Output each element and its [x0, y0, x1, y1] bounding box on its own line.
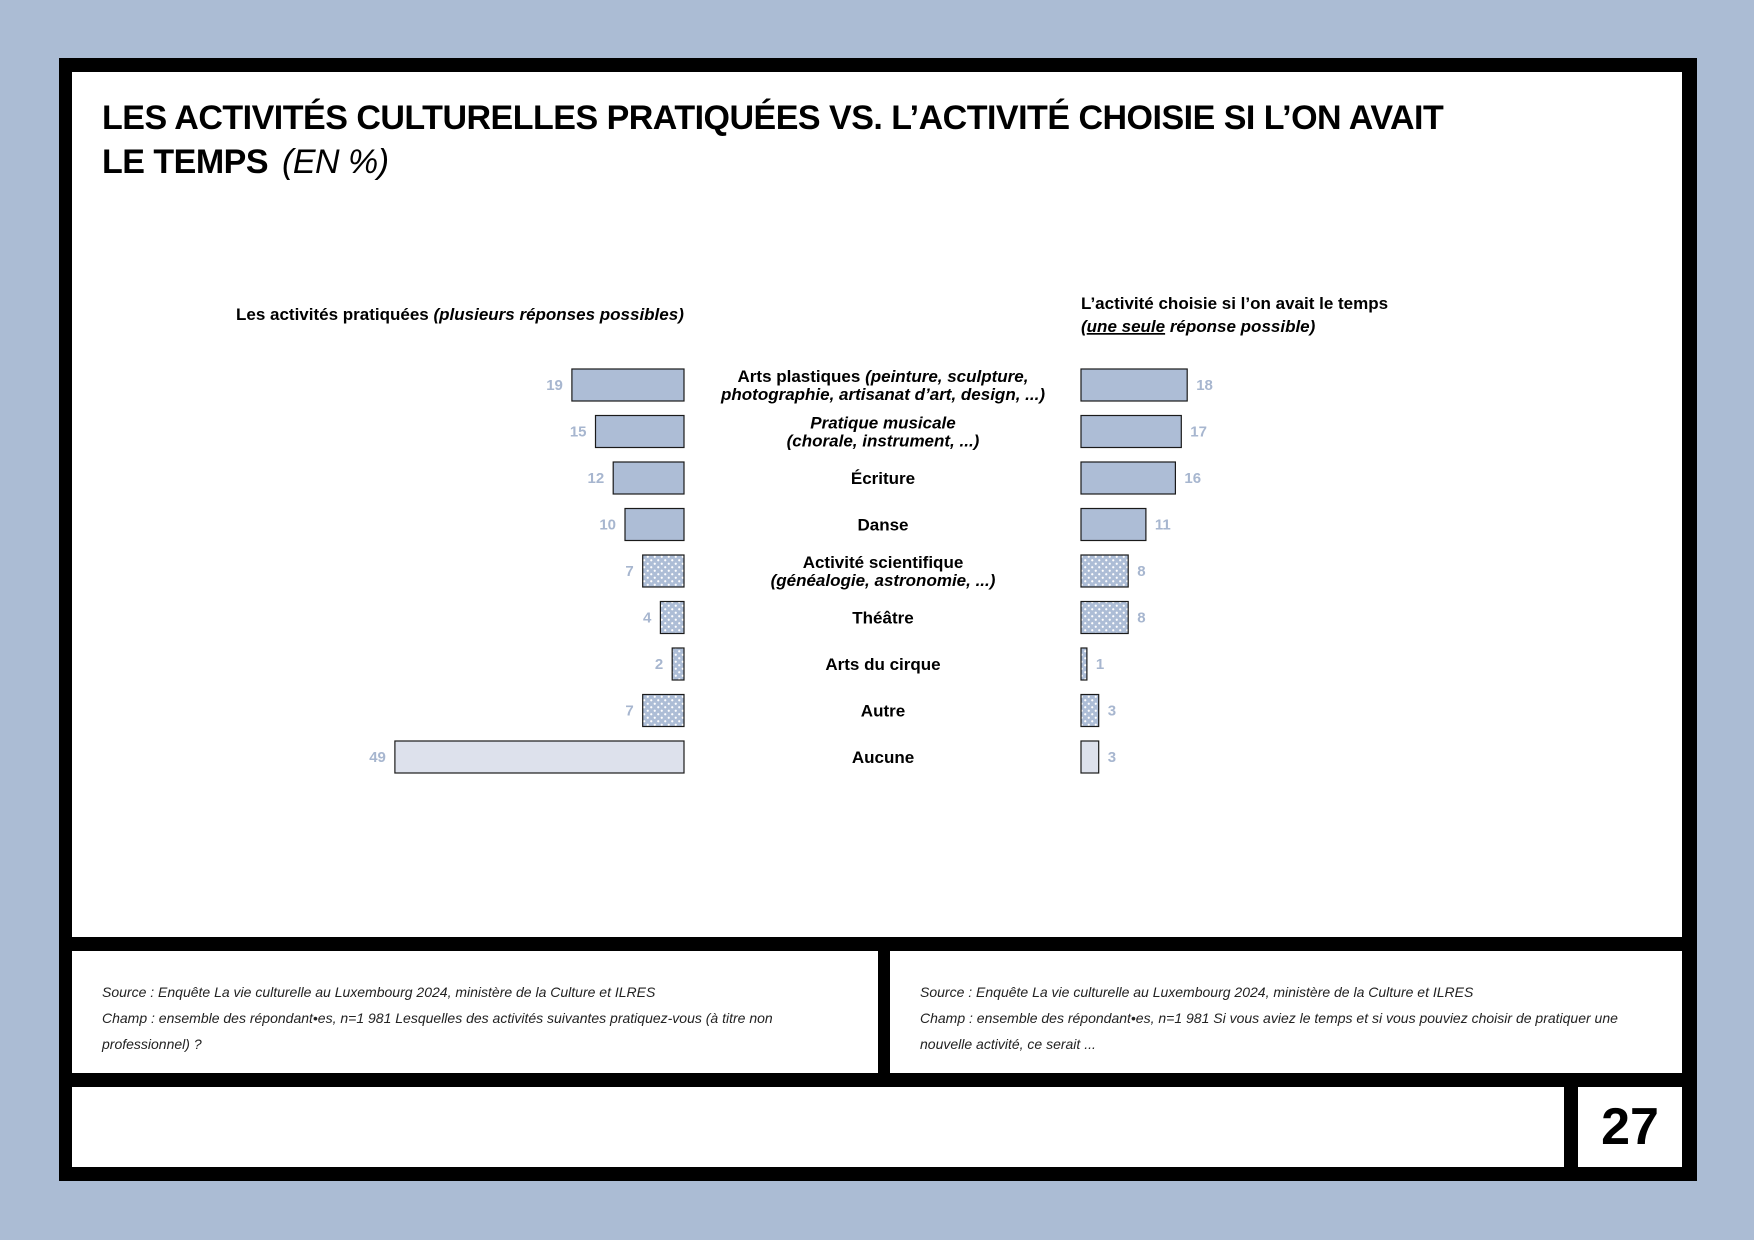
value-label-left: 49: [369, 749, 386, 766]
category-label: Théâtre: [852, 608, 914, 628]
right-panel-title: L’activité choisie si l’on avait le temps: [1081, 294, 1389, 313]
page-number: 27: [1601, 1098, 1659, 1156]
bar-right: [1081, 555, 1128, 587]
bar-left: [596, 416, 685, 448]
bar-right: [1081, 648, 1087, 680]
category-label: (généalogie, astronomie, ...): [770, 571, 996, 590]
bar-left: [643, 555, 684, 587]
category-label: photographie, artisanat d’art, design, ...): [721, 385, 1045, 404]
value-label-right: 3: [1107, 702, 1117, 720]
value-label-right: 16: [1184, 470, 1202, 487]
note-left-source: Source : Enquête La vie culturelle au Luxembourg 2024, ministère de la Culture et ILRES: [102, 984, 656, 1000]
note-right: [890, 951, 1682, 1073]
category-label: (chorale, instrument, ...): [786, 431, 980, 451]
category-label: Pratique musicale: [810, 413, 956, 433]
category-label: Arts plastiques (peinture, sculpture,: [737, 367, 1029, 386]
bar-left: [660, 602, 684, 634]
bar-left: [625, 509, 684, 541]
chart-panel: [72, 72, 1682, 937]
value-label-right: 11: [1154, 516, 1171, 534]
note-left: [72, 951, 878, 1073]
note-left-champ: Champ : ensemble des répondant•es, n=1 981 Lesquelles des activités suivantes pratiquez-vous (à titre non professionnel) ?: [102, 1010, 773, 1052]
bar-left: [613, 462, 684, 494]
bar-left: [395, 741, 684, 773]
butterfly-bar-chart: [72, 72, 1682, 937]
category-label: Écriture: [850, 469, 916, 488]
title-line-2: LE TEMPS: [102, 143, 269, 181]
category-label: Danse: [857, 515, 909, 535]
value-label-right: 3: [1107, 749, 1117, 766]
value-label-right: 8: [1137, 609, 1146, 627]
value-label-right: 8: [1137, 563, 1146, 580]
value-label-left: 12: [587, 470, 605, 487]
category-label: Activité scientifique: [802, 553, 964, 572]
bar-left: [643, 695, 684, 727]
note-right-source: Source : Enquête La vie culturelle au Luxembourg 2024, ministère de la Culture et ILRES: [920, 984, 1474, 1000]
value-label-left: 4: [643, 609, 652, 627]
bar-left: [672, 648, 684, 680]
bar-right: [1081, 509, 1146, 541]
value-label-left: 2: [654, 656, 664, 673]
bar-right: [1081, 416, 1181, 448]
note-right-champ: Champ : ensemble des répondant•es, n=1 981 Si vous aviez le temps et si vous pouviez choisir de pratiquer une nouvelle activité, ce serait ...: [920, 1010, 1618, 1052]
bar-right: [1081, 369, 1187, 401]
value-label-left: 15: [569, 423, 587, 441]
right-panel-subtitle: (une seule réponse possible): [1081, 317, 1316, 336]
title-unit: (EN %): [282, 143, 389, 181]
category-label: Autre: [860, 701, 906, 721]
page-number-box: [1578, 1087, 1682, 1167]
category-label: Arts du cirque: [825, 655, 941, 674]
value-label-right: 18: [1196, 377, 1213, 394]
bar-right: [1081, 462, 1175, 494]
left-panel-title: Les activités pratiquées (plusieurs réponses possibles): [236, 305, 684, 324]
footer-bar: [72, 1087, 1564, 1167]
bar-right: [1081, 741, 1099, 773]
bar-right: [1081, 695, 1099, 727]
value-label-right: 17: [1190, 423, 1207, 441]
bar-right: [1081, 602, 1128, 634]
title-line-1: LES ACTIVITÉS CULTURELLES PRATIQUÉES VS. L’ACTIVITÉ CHOISIE SI L’ON AVAIT: [102, 99, 1444, 137]
value-label-left: 19: [546, 377, 563, 394]
value-label-left: 10: [599, 516, 616, 534]
value-label-left: 7: [625, 563, 634, 580]
category-label: Aucune: [851, 748, 915, 767]
value-label-right: 1: [1095, 656, 1105, 673]
bar-left: [572, 369, 684, 401]
value-label-left: 7: [625, 702, 634, 720]
